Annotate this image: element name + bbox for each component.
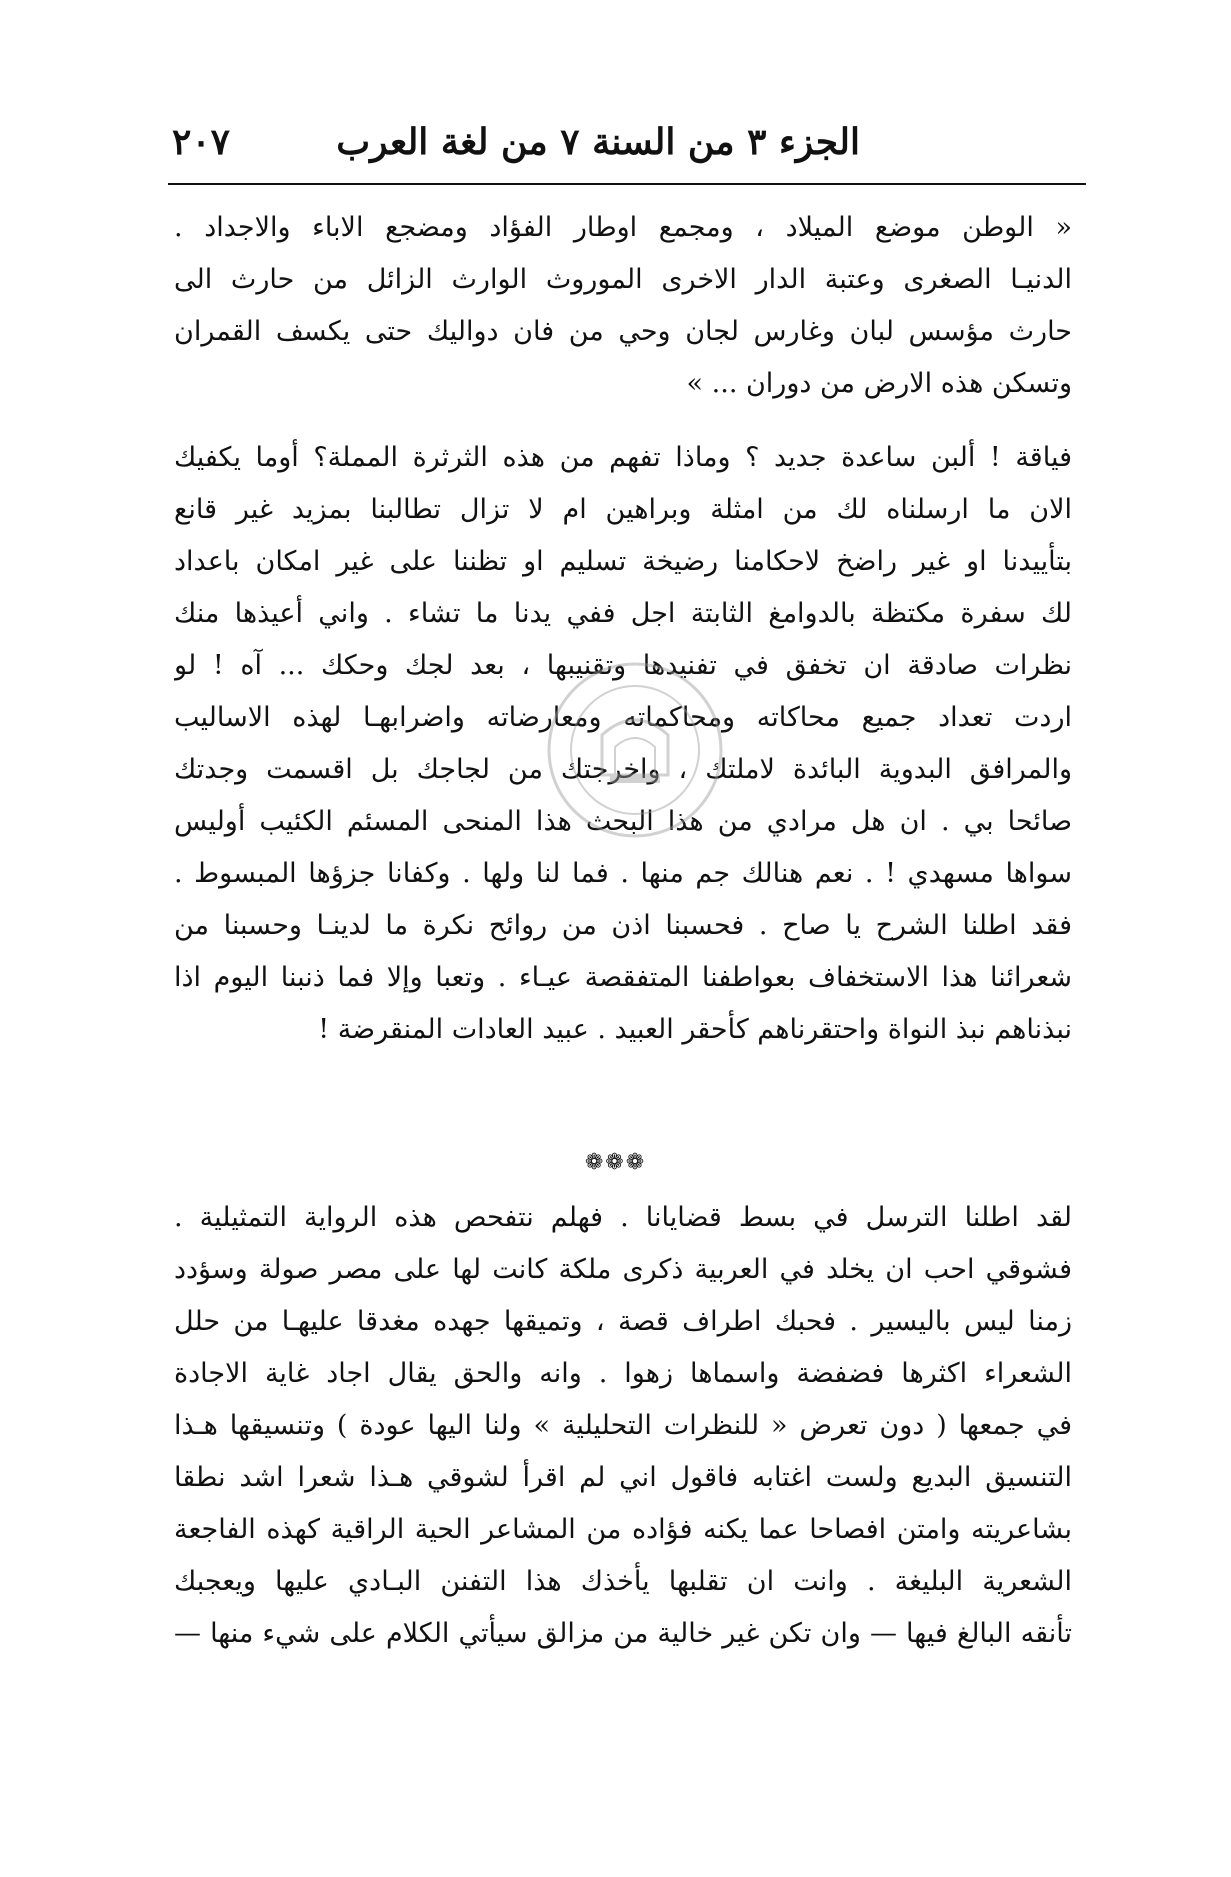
text-line: الان ما ارسلناه لك من امثلة وبراهين ام لا تزال تطالبنا بمزيد غير قانع [174,494,1072,525]
text-line: التنسيق البديع ولست اغتابه فاقول اني لم اقرأ لشوقي هـذا شعرا اشد نطقا [174,1462,1072,1493]
quoted-passage [174,202,1072,410]
text-line: فقد اطلنا الشرح يا صاح . فحسبنا اذن من روائح نكرة ما لدينـا وحسبنا من [174,910,1072,941]
text-line: زمنا ليس باليسير . فحبك اطراف قصة ، وتميقها جهده مغدقا عليهـا من حلل [174,1306,1072,1337]
text-line: فشوقي احب ان يخلد في العربية ذكرى ملكة كانت لها على مصر صولة وسؤدد [174,1254,1072,1285]
text-line: لك سفرة مكتظة بالدوامغ الثابتة اجل ففي يدنا ما تشاء . واني أعيذها منك [174,598,1072,629]
page-number: ٢٠٧ [172,121,231,163]
text-line: الدنيـا الصغرى وعتبة الدار الاخرى الموروث الوارث الزائل من حارث الى [174,264,1072,295]
paragraph-2 [174,1192,1072,1660]
text-line: سواها مسهدي ! . نعم هنالك جم منها . فما لنا ولها . وكفانا جزؤها المبسوط . [174,858,1072,889]
text-line: في جمعها ( دون تعرض « للنظرات التحليلية » ولنا اليها عودة ) وتنسيقها هـذا [174,1410,1072,1441]
text-line: بتأييدنا او غير راضخ لاحكامنا رضيخة تسليم او تظننا على غير امكان باعداد [174,546,1072,577]
text-line: الشعرية البليغة . وانت ان تقلبها يأخذك هذا التفنن البـادي عليها ويعجبك [174,1566,1072,1597]
header-rule [168,183,1086,185]
text-line: حارث مؤسس لبان وغارس لجان وحي من فان دواليك حتى يكسف القمران [174,316,1072,347]
text-line: فياقة ! ألبن ساعدة جديد ؟ وماذا تفهم من هذه الثرثرة المملة؟ أوما يكفيك [174,442,1072,473]
library-watermark-stamp [540,655,730,845]
text-line: لقد اطلنا الترسل في بسط قضايانا . فهلم نتفحص هذه الرواية التمثيلية . [174,1202,1072,1233]
text-line: نبذناهم نبذ النواة واحتقرناهم كأحقر العبيد . عبيد العادات المنقرضة ! [318,1014,1072,1045]
text-line: « الوطن موضع الميلاد ، ومجمع اوطار الفؤاد ومضجع الاباء والاجداد . [174,212,1072,243]
text-line: وتسكن هذه الارض من دوران ... » [686,368,1072,399]
text-line: والمرافق البدوية البائدة لاملتك ، واخرجتك من لجاجك بل اقسمت وجدتك [174,754,1072,785]
text-line: تأنقه البالغ فيها — وان تكن غير خالية من مزالق سيأتي الكلام على شيء منها — [174,1618,1072,1649]
text-line: اردت تعداد جميع محاكاته ومحاكماته ومعارضاته واضرابهـا لهذه الاساليب [174,702,1072,733]
text-line: الشعراء اكثرها فضفضة واسماها زهوا . وانه والحق يقال اجاد غاية الاجادة [174,1358,1072,1389]
page-header [172,112,860,172]
text-line: صائحا بي . ان هل مرادي من هذا البحث هذا المنحى المسئم الكئيب أوليس [174,806,1072,837]
text-line: بشاعريته وامتن افصاحا عما يكنه فؤاده من المشاعر الحية الراقية كهذه الفاجعة [174,1514,1072,1545]
text-line: شعرائنا هذا الاستخفاف بعواطفنا المتفقصة عيـاء . وتعبا وإلا فما ذنبنا اليوم اذا [174,962,1072,993]
running-title: الجزء ٣ من السنة ٧ من لغة العرب [336,121,860,163]
text-line: نظرات صادقة ان تخفق في تفنيدها وتقنيبها ، بعد لجك وحكك ... آه ! لو [174,650,1072,681]
section-separator: ❁❁❁ [584,1150,647,1175]
